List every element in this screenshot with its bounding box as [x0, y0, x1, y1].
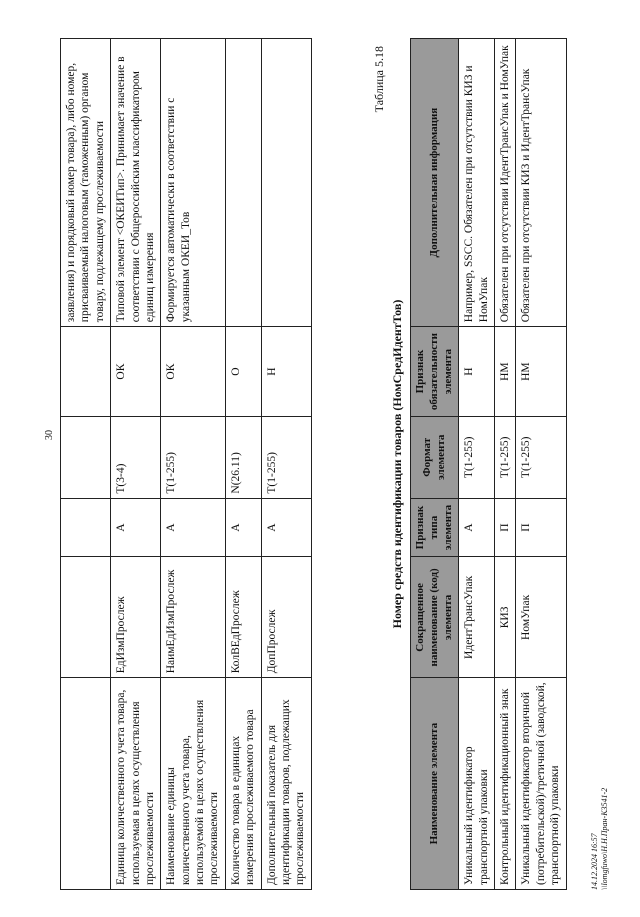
table-row [261, 39, 311, 890]
cell-format: Т(1-255) [495, 417, 516, 499]
cell-type: А [161, 498, 226, 557]
cell-code: ЕдИзмПрослеж [111, 557, 161, 678]
cell-req: ОК [111, 327, 161, 417]
cell-req: О [225, 327, 261, 417]
print-timestamp: 14.12.2024 16:57 [590, 833, 599, 890]
cell-code: НаимЕдИзмПрослеж [161, 557, 226, 678]
print-footer [590, 788, 609, 890]
header-info: Дополнительная информация [411, 39, 459, 327]
cell-req: НМ [516, 327, 566, 417]
cell-info: Формируется автоматически в соответствии с указанным ОКЕИ_Тов [161, 39, 226, 327]
cell-code: КИЗ [495, 557, 516, 678]
cell-type [61, 498, 111, 557]
cell-info: Обязателен при отсутствии КИЗ и ИдентТрансУпак [516, 39, 566, 327]
cell-name: Контрольный идентификационный знак [495, 678, 516, 890]
table-row [459, 39, 495, 890]
cell-format: Т(1-255) [261, 417, 311, 499]
cell-code: ДопПрослеж [261, 557, 311, 678]
cell-format: Т(3-4) [111, 417, 161, 499]
cell-format: N(26.11) [225, 417, 261, 499]
header-format: Формат элемента [411, 417, 459, 499]
cell-code: ИдентТрансУпак [459, 557, 495, 678]
upper-table [60, 38, 312, 890]
cell-req: НМ [495, 327, 516, 417]
table-row [61, 39, 111, 890]
table-row [161, 39, 226, 890]
cell-type: П [495, 498, 516, 557]
cell-name: Уникальный идентификатор транспортной упаковки [459, 678, 495, 890]
cell-type: А [111, 498, 161, 557]
cell-info: заявления) и порядковый номер товара), либо номер, присваиваемый налоговым (таможенным) органом товару, подлежащему прослеживаемости [61, 39, 111, 327]
table-row [111, 39, 161, 890]
cell-type: П [516, 498, 566, 557]
header-code: Сокращенное наименование (код) элемента [411, 557, 459, 678]
cell-name: Наименование единицы количественного учета товара, используемой в целях осуществления прослеживаемости [161, 678, 226, 890]
cell-info [225, 39, 261, 327]
cell-code: НомУпак [516, 557, 566, 678]
table-row [516, 39, 566, 890]
page-number: 30 [44, 430, 55, 440]
cell-name: Дополнительный показатель для идентификации товаров, подлежащих прослеживаемости [261, 678, 311, 890]
cell-format: Т(1-255) [161, 417, 226, 499]
cell-req: ОК [161, 327, 226, 417]
table-title: Номер средств идентификации товаров (НомСредИдентТов) [390, 299, 404, 629]
cell-type: А [261, 498, 311, 557]
table-row [225, 39, 261, 890]
cell-format: Т(1-255) [516, 417, 566, 499]
cell-format: Т(1-255) [459, 417, 495, 499]
rotated-content [60, 30, 620, 890]
table-header-row [411, 39, 459, 890]
cell-name: Уникальный идентификатор вторичной (потребительской)/третичной (заводской, транспортной) упаковки [516, 678, 566, 890]
header-type: Признак типа элемента [411, 498, 459, 557]
cell-info: Обязателен при отсутствии ИдентТрансУпак и НомУпак [495, 39, 516, 327]
cell-req [61, 327, 111, 417]
table-row [495, 39, 516, 890]
cell-type: А [459, 498, 495, 557]
cell-req: Н [459, 327, 495, 417]
header-req: Признак обязательности элемента [411, 327, 459, 417]
cell-name: Единица количественного учета товара, используемая в целях осуществления прослеживаемости [111, 678, 161, 890]
cell-format [61, 417, 111, 499]
cell-name [61, 678, 111, 890]
table-caption: Таблица 5.18 [372, 46, 386, 113]
lower-table [410, 38, 567, 890]
cell-info [261, 39, 311, 327]
cell-code: КолВЕдПрослеж [225, 557, 261, 678]
cell-info: Типовой элемент <ОКЕИТип>. Принимает значение в соответствии с Общероссийским классификатором единиц измерения [111, 39, 161, 327]
cell-req: Н [261, 327, 311, 417]
header-name: Наименование элемента [411, 678, 459, 890]
cell-code [61, 557, 111, 678]
print-path: \\lomgfuwo\Н.Н.Пран-КЗ541-2 [599, 787, 609, 890]
cell-name: Количество товара в единицах измерения прослеживаемого товара [225, 678, 261, 890]
cell-type: А [225, 498, 261, 557]
cell-info: Например, SSCC. Обязателен при отсутствии КИЗ и НомУпак [459, 39, 495, 327]
